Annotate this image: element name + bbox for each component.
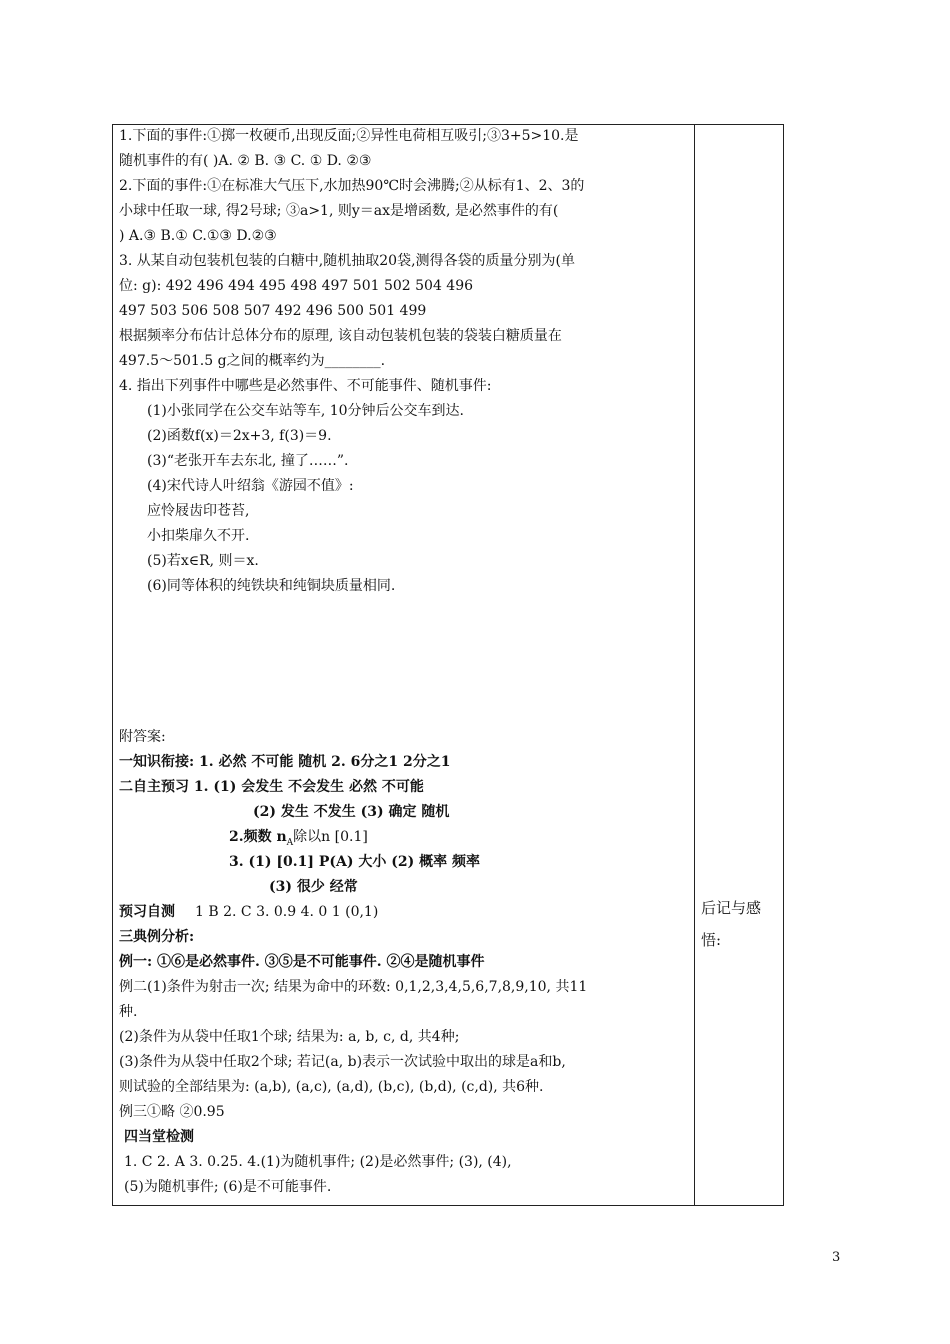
answers-section2-line3-sub: A [286,837,294,848]
q4-poem-line1: 应怜屐齿印苍苔, [147,503,250,519]
notes-cell [701,892,781,956]
q4-item2: (2)函数f(x)＝2x+3, f(3)＝9. [147,428,332,444]
answers-section4-line1: 1. C 2. A 3. 0.25. 4.(1)为随机事件; (2)是必然事件; (3), (4), [124,1154,512,1170]
answers-section2-line5: (3) 很少 经常 [269,879,358,895]
q4-item6: (6)同等体积的纯铁块和纯铜块质量相同. [147,578,396,594]
self-test-label: 预习自测 [119,904,175,920]
q2-line1: 2.下面的事件:①在标准大气压下,水加热90℃时会沸腾;②从标有1、2、3的 [119,178,585,194]
example2-line4: (3)条件为从袋中任取2个球; 若记(a, b)表示一次试验中取出的球是a和b, [119,1054,566,1070]
self-test-answers: 1 B 2. C 3. 0.9 4. 0 1 (0,1) [195,904,379,920]
answers-section2-line3-pre: 2.频数 n [229,829,287,845]
q1-line2: 随机事件的有( )A. ② B. ③ C. ① D. ②③ [119,153,372,169]
q4-item3: (3)“老张开车去东北, 撞了……”. [147,453,349,469]
q4-line1: 4. 指出下列事件中哪些是必然事件、不可能事件、随机事件: [119,378,492,394]
example3-answer: 例三①略 ②0.95 [119,1104,225,1120]
q3-line4: 根据频率分布估计总体分布的原理, 该自动包装机包装的袋装白糖质量在 [119,328,562,344]
q2-line2: 小球中任取一球, 得2号球; ③a>1, 则y＝ax是增函数, 是必然事件的有( [119,203,559,219]
example1-answer: 例一: ①⑥是必然事件. ③⑤是不可能事件. ②④是随机事件 [119,954,485,970]
answers-section2-line3 [229,829,368,851]
example2-line1: 例二(1)条件为射击一次; 结果为命中的环数: 0,1,2,3,4,5,6,7,8,9,10, 共11 [119,979,588,995]
q3-line2: 位: g): 492 496 494 495 498 497 501 502 504 496 [119,278,474,294]
answers-section1: 一知识衔接: 1. 必然 不可能 随机 2. 6分之1 2分之1 [119,754,451,770]
q3-line3: 497 503 506 508 507 492 496 500 501 499 [119,303,427,319]
answers-section3-heading: 三典例分析: [119,929,195,945]
q4-poem-line2: 小扣柴扉久不开. [147,528,250,544]
answers-section2-line1: 二自主预习 1. (1) 会发生 不会发生 必然 不可能 [119,779,424,795]
notes-label-line2: 悟: [701,931,722,949]
q3-line5: 497.5～501.5 g之间的概率约为________. [119,353,386,369]
q1-line1: 1.下面的事件:①掷一枚硬币,出现反面;②异性电荷相互吸引;③3+5>10.是 [119,128,579,144]
answers-section2-line2: (2) 发生 不发生 (3) 确定 随机 [253,804,450,820]
answers-heading: 附答案: [119,729,166,745]
q4-item4: (4)宋代诗人叶绍翁《游园不值》: [147,478,354,494]
answers-section2-line4: 3. (1) [0.1] P(A) 大小 (2) 概率 频率 [229,854,480,870]
notes-label-line1: 后记与感 [701,899,762,917]
q2-line3: ) A.③ B.① C.①③ D.②③ [119,228,277,244]
answers-section4-heading: 四当堂检测 [124,1129,194,1145]
q4-item5: (5)若x∈R, 则＝x. [147,553,259,569]
example2-line3: (2)条件为从袋中任取1个球; 结果为: a, b, c, d, 共4种; [119,1029,460,1045]
answers-section2-line3-post: 除以n [0.1] [293,829,368,845]
q4-item1: (1)小张同学在公交车站等车, 10分钟后公交车到达. [147,403,464,419]
page-number: 3 [832,1250,841,1265]
worksheet-table [112,124,784,1206]
answers-section4-line2: (5)为随机事件; (6)是不可能事件. [124,1179,332,1195]
q3-line1: 3. 从某自动包装机包装的白糖中,随机抽取20袋,测得各袋的质量分别为(单 [119,253,575,269]
column-divider [694,125,695,1205]
example2-line2: 种. [119,1004,138,1020]
example2-line5: 则试验的全部结果为: (a,b), (a,c), (a,d), (b,c), (b,d), (c,d), 共6种. [119,1079,544,1095]
self-test-line [119,904,378,920]
